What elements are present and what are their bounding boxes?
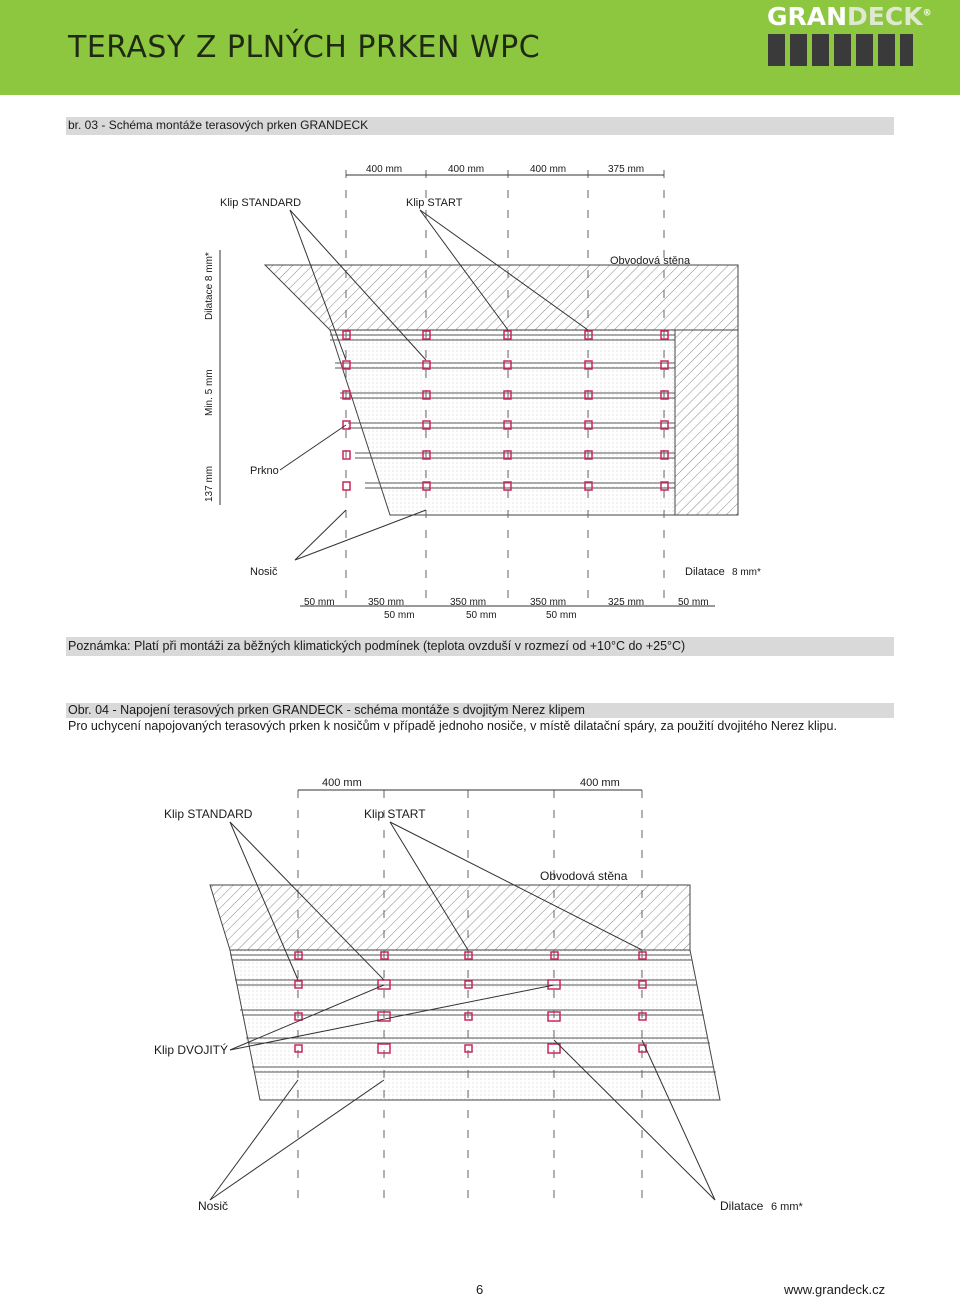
label-min: Min. 5 mm — [204, 369, 215, 416]
dim-label: 400 mm — [366, 164, 403, 175]
label-dilatace-bottom-value: 8 mm* — [732, 567, 761, 578]
header-banner — [0, 0, 960, 95]
dim-label: 350 mm — [368, 597, 405, 608]
dim-label: 400 mm — [530, 164, 567, 175]
figure-1-diagram — [180, 150, 780, 630]
page-title: TERASY Z PLNÝCH PRKEN WPC — [68, 30, 541, 65]
dim-label: 50 mm — [384, 610, 415, 621]
figure-2-description: Pro uchycení napojovaných terasových prken k nosičům v případě jednoho nosiče, v místě dilatační spáry, za použití dvojitého Nerez klipu. — [68, 719, 837, 733]
boards-area — [230, 950, 720, 1100]
bottom-dims-lower — [384, 610, 577, 621]
label-dilatace-value: 6 mm* — [771, 1201, 803, 1213]
label-klip-start: Klip START — [406, 197, 463, 209]
dim-label: 400 mm — [580, 777, 620, 789]
label-joist: Nosič — [250, 566, 278, 578]
top-dims — [322, 777, 620, 789]
wall-top — [265, 265, 738, 330]
logo-text: GRANDECK® — [767, 2, 932, 31]
dim-label: 50 mm — [466, 610, 497, 621]
figure-2-caption: Obr. 04 - Napojení terasových prken GRANDECK - schéma montáže s dvojitým Nerez klipem — [66, 703, 894, 718]
wall-top — [210, 885, 690, 950]
page-number: 6 — [476, 1282, 484, 1297]
dim-label: 325 mm — [608, 597, 645, 608]
website-link[interactable]: www.grandeck.cz — [784, 1282, 886, 1297]
label-dilatace: Dilatace — [720, 1199, 764, 1213]
label-klip-start: Klip START — [364, 807, 426, 821]
wall-right — [675, 330, 738, 515]
label-dilatace-bottom: Dilatace — [685, 566, 725, 578]
label-dilatace-side: Dilatace 8 mm* — [204, 252, 215, 320]
dim-label: 50 mm — [678, 597, 709, 608]
dim-label: 375 mm — [608, 164, 645, 175]
dim-label: 350 mm — [530, 597, 567, 608]
label-joist: Nosič — [198, 1199, 229, 1213]
logo-bars — [768, 34, 913, 66]
label-klip-standard: Klip STANDARD — [164, 807, 253, 821]
label-board: Prkno — [250, 465, 279, 477]
label-wall: Obvodová stěna — [610, 255, 691, 267]
dim-label: 400 mm — [448, 164, 485, 175]
dim-label: 350 mm — [450, 597, 487, 608]
label-wall: Obvodová stěna — [540, 869, 628, 883]
grandeck-logo — [765, 0, 932, 70]
top-dims — [366, 164, 644, 175]
label-board-width: 137 mm — [204, 465, 215, 502]
figure-1-caption: br. 03 - Schéma montáže terasových prken GRANDECK — [66, 117, 894, 135]
label-klip-standard: Klip STANDARD — [220, 197, 302, 209]
figure-2-diagram — [140, 770, 820, 1220]
note-bar: Poznámka: Platí při montáži za běžných klimatických podmínek (teplota ovzduší v rozmezí od +10°C do +25°C) — [66, 637, 894, 656]
dim-label: 400 mm — [322, 777, 362, 789]
label-klip-double: Klip DVOJITÝ — [154, 1043, 229, 1057]
dim-label: 50 mm — [304, 597, 335, 608]
dim-label: 50 mm — [546, 610, 577, 621]
